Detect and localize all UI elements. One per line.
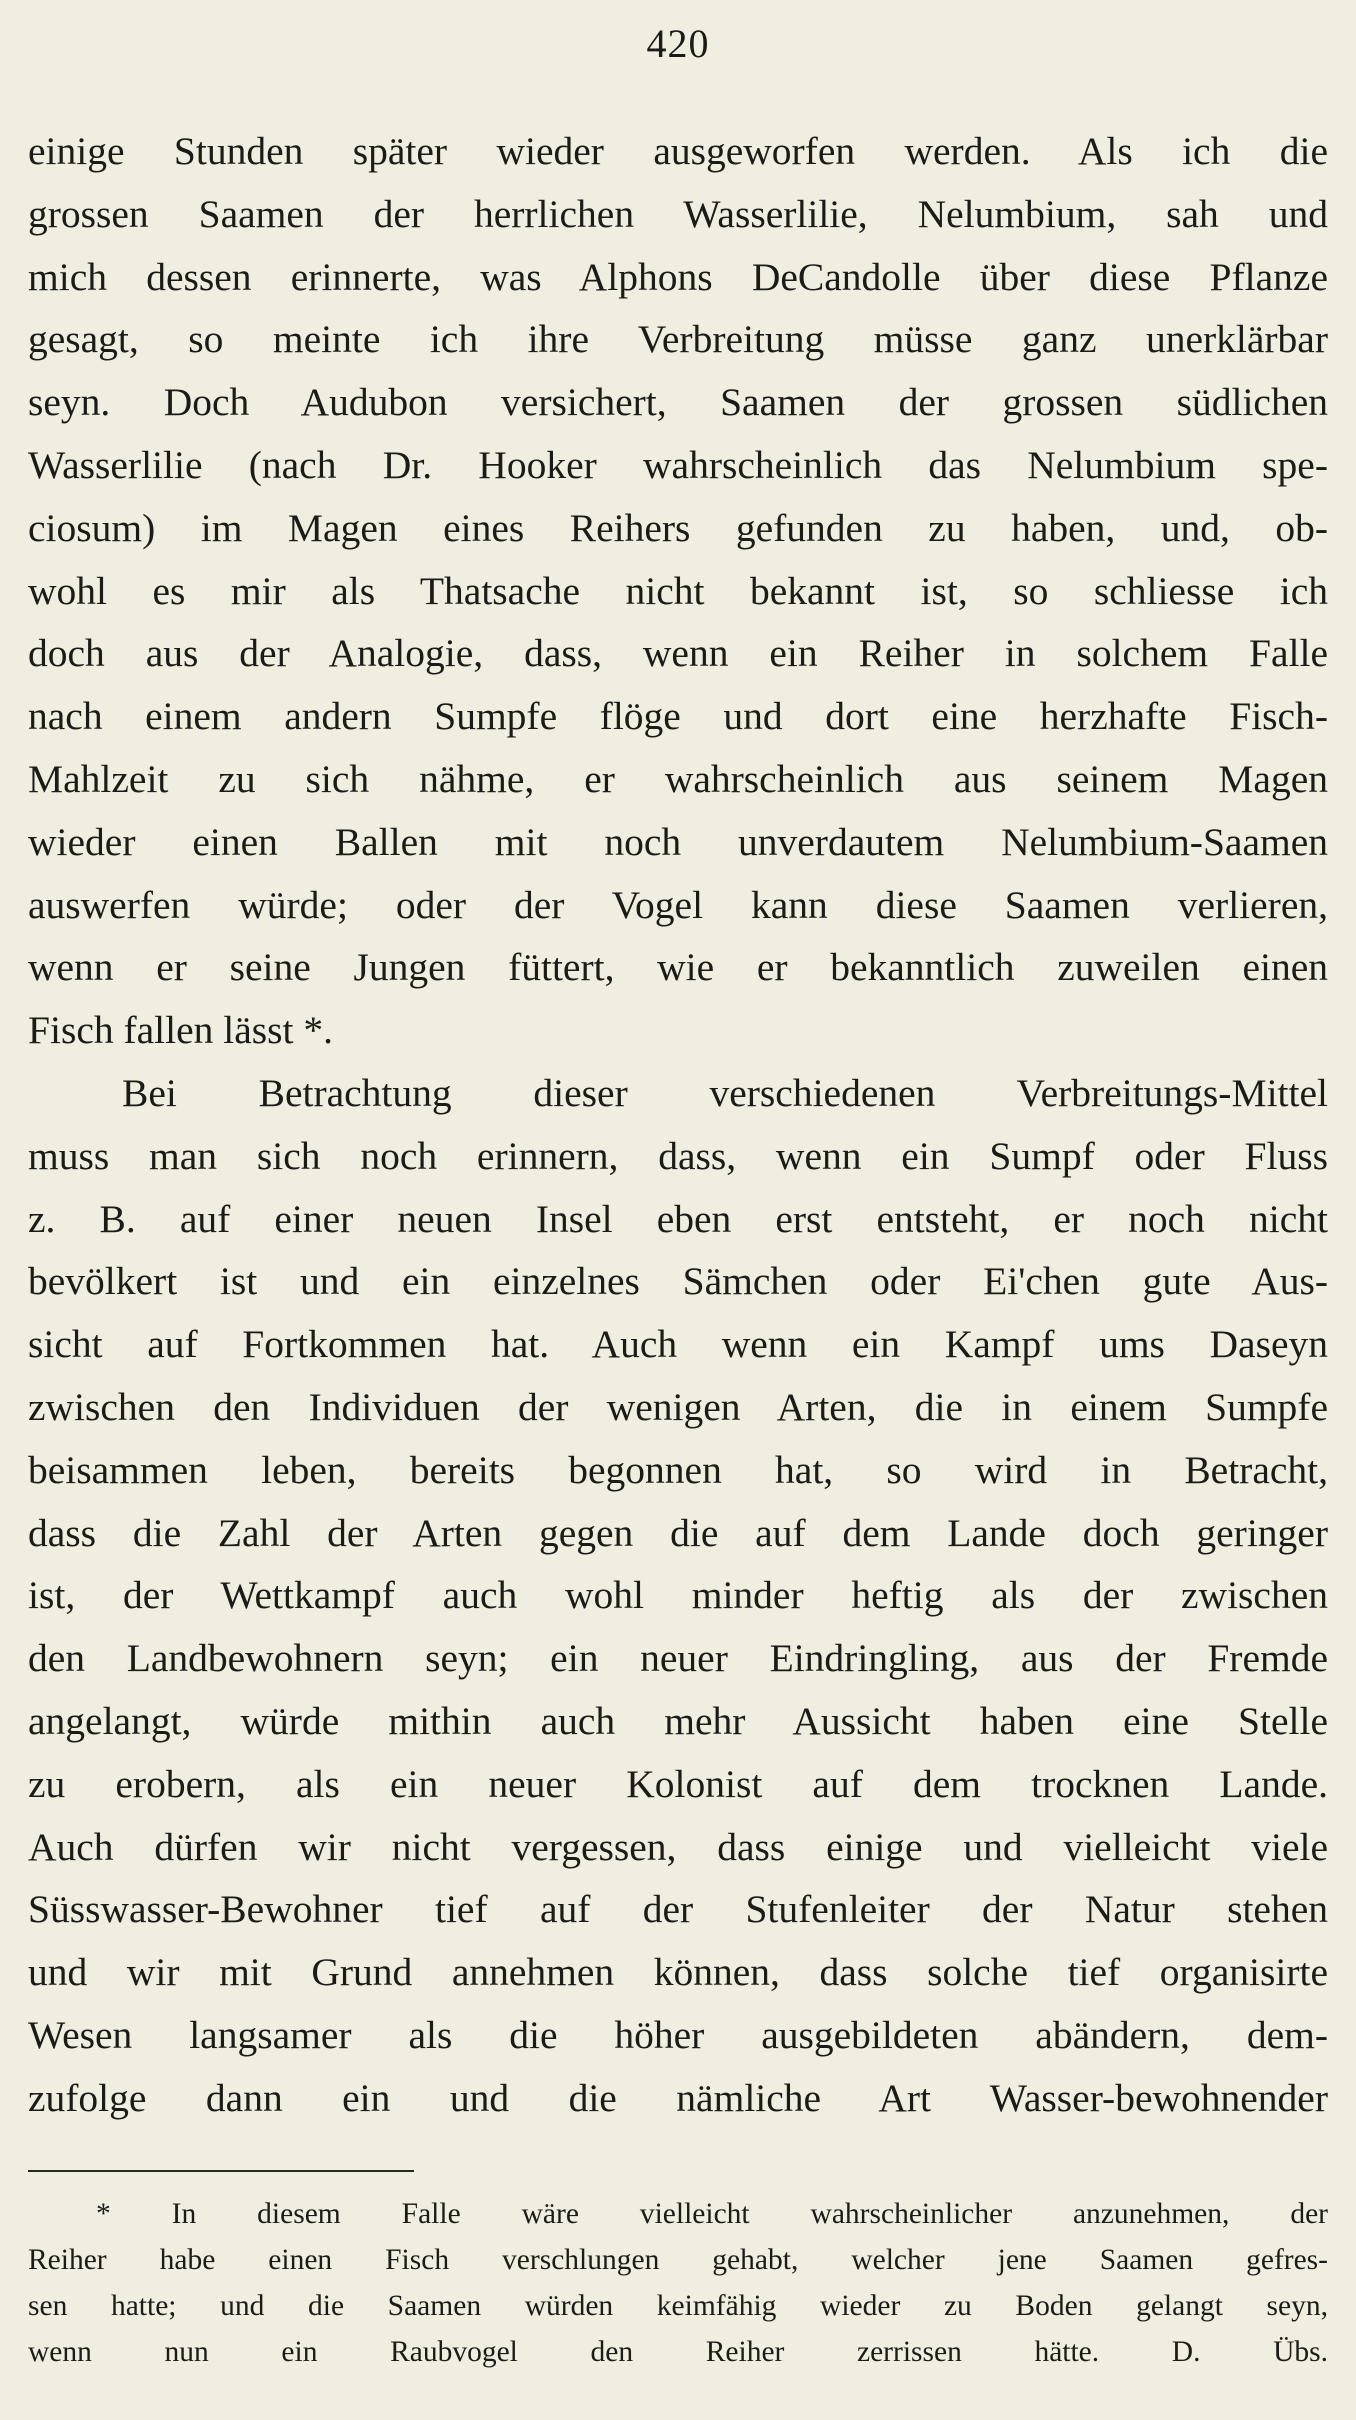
text-line: sicht auf Fortkommen hat. Auch wenn ein Kampf ums Daseyn xyxy=(28,1322,1328,1367)
footnote-line: sen hatte; und die Saamen würden keimfähig wieder zu Boden gelangt seyn, xyxy=(28,2290,1328,2322)
text-line: zwischen den Individuen der wenigen Arten, die in einem Sumpfe xyxy=(28,1384,1328,1429)
text-line: Süsswasser-Bewohner tief auf der Stufenleiter der Natur stehen xyxy=(28,1887,1328,1932)
text-line: Wasserlilie (nach Dr. Hooker wahrscheinlich das Nelumbium spe- xyxy=(28,442,1328,487)
text-line: grossen Saamen der herrlichen Wasserlilie, Nelumbium, sah und xyxy=(28,191,1328,236)
text-line: ist, der Wettkampf auch wohl minder heftig als der zwischen xyxy=(28,1573,1328,1618)
text-line: muss man sich noch erinnern, dass, wenn ein Sumpf oder Fluss xyxy=(28,1133,1328,1178)
text-line: und wir mit Grund annehmen können, dass solche tief organisirte xyxy=(28,1950,1328,1995)
text-line: Bei Betrachtung dieser verschiedenen Verbreitungs-Mittel xyxy=(122,1070,1328,1115)
text-line: Fisch fallen lässt *. xyxy=(28,1008,333,1053)
text-line: beisammen leben, bereits begonnen hat, so wird in Betracht, xyxy=(28,1447,1328,1492)
text-line: auswerfen würde; oder der Vogel kann diese Saamen verlieren, xyxy=(28,882,1328,927)
text-line: Mahlzeit zu sich nähme, er wahrscheinlich aus seinem Magen xyxy=(28,756,1328,801)
text-line: wenn er seine Jungen füttert, wie er bekanntlich zuweilen einen xyxy=(28,945,1328,990)
text-line: bevölkert ist und ein einzelnes Sämchen oder Ei'chen gute Aus- xyxy=(28,1259,1328,1304)
text-line: ciosum) im Magen eines Reihers gefunden zu haben, und, ob- xyxy=(28,505,1328,550)
text-line: seyn. Doch Audubon versichert, Saamen der grossen südlichen xyxy=(28,380,1328,425)
text-line: zu erobern, als ein neuer Kolonist auf dem trocknen Lande. xyxy=(28,1761,1328,1806)
text-line: nach einem andern Sumpfe flöge und dort eine herzhafte Fisch- xyxy=(28,694,1328,739)
text-line: z. B. auf einer neuen Insel eben erst entsteht, er noch nicht xyxy=(28,1196,1328,1241)
text-line: Auch dürfen wir nicht vergessen, dass einige und vielleicht viele xyxy=(28,1824,1328,1869)
footnote-line: * In diesem Falle wäre vielleicht wahrscheinlicher anzunehmen, der xyxy=(96,2198,1328,2230)
text-line: gesagt, so meinte ich ihre Verbreitung müsse ganz unerklärbar xyxy=(28,317,1328,362)
footnote-line: wenn nun ein Raubvogel den Reiher zerrissen hätte. D. Übs. xyxy=(28,2336,1328,2368)
text-line: wieder einen Ballen mit noch unverdautem Nelumbium-Saamen xyxy=(28,819,1328,864)
text-line: zufolge dann ein und die nämliche Art Wasser-bewohnender xyxy=(28,2075,1328,2120)
footnote-rule xyxy=(28,2170,414,2172)
footnote-line: Reiher habe einen Fisch verschlungen gehabt, welcher jene Saamen gefres- xyxy=(28,2244,1328,2276)
page-number: 420 xyxy=(646,21,710,66)
text-line: doch aus der Analogie, dass, wenn ein Reiher in solchem Falle xyxy=(28,631,1328,676)
footnote xyxy=(28,2191,1328,2375)
text-line: den Landbewohnern seyn; ein neuer Eindringling, aus der Fremde xyxy=(28,1636,1328,1681)
text-line: wohl es mir als Thatsache nicht bekannt ist, so schliesse ich xyxy=(28,568,1328,613)
body-text xyxy=(28,120,1328,2130)
text-line: mich dessen erinnerte, was Alphons DeCandolle über diese Pflanze xyxy=(28,254,1328,299)
text-line: angelangt, würde mithin auch mehr Aussicht haben eine Stelle xyxy=(28,1698,1328,1743)
text-line: Wesen langsamer als die höher ausgebildeten abändern, dem- xyxy=(28,2012,1328,2057)
text-line: dass die Zahl der Arten gegen die auf dem Lande doch geringer xyxy=(28,1510,1328,1555)
text-line: einige Stunden später wieder ausgeworfen werden. Als ich die xyxy=(28,129,1328,173)
